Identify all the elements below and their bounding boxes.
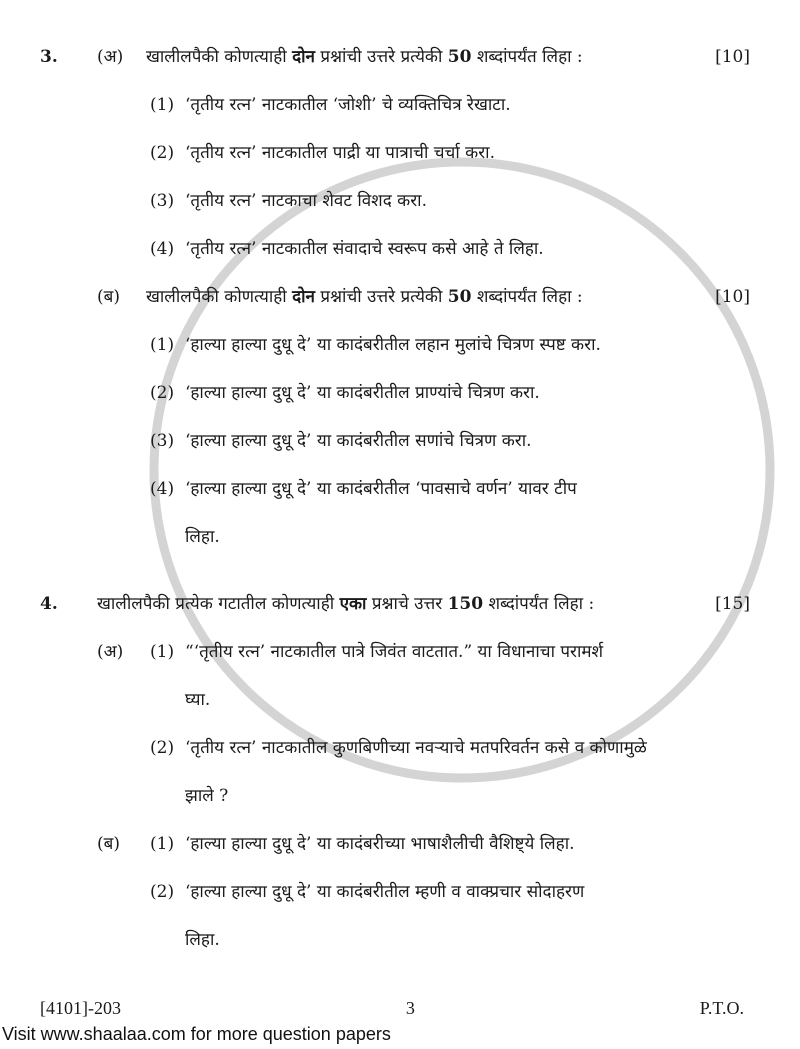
question-item: ‘तृतीय रत्न’ नाटकातील पाद्री या पात्राची चर्चा करा.: [185, 143, 495, 163]
instruction-bold: 150: [447, 594, 484, 614]
item-label: (2): [150, 143, 175, 163]
item-label: (2): [150, 882, 175, 902]
page-number: 3: [405, 998, 415, 1018]
question-item: “‘तृतीय रत्न’ नाटकातील पात्रे जिवंत वाटतात.” या विधानाचा परामर्श: [185, 642, 604, 662]
instruction-text: खालीलपैकी प्रत्येक गटातील कोणत्याही: [97, 594, 335, 614]
question-item: ‘तृतीय रत्न’ नाटकातील ‘जोशी’ चे व्यक्तिचित्र रेखाटा.: [185, 95, 511, 115]
instruction-bold: दोन: [292, 47, 315, 67]
question-item-row: [40, 478, 750, 500]
marks: [15]: [715, 594, 750, 614]
question-item: ‘हाल्या हाल्या दुधू दे’ या कादंबरीतील प्राण्यांचे चित्रण करा.: [185, 383, 540, 403]
question-item-row: [40, 142, 750, 164]
question-item: ‘हाल्या हाल्या दुधू दे’ या कादंबरीतील ‘पावसाचे वर्णन’ यावर टीप: [185, 479, 577, 499]
item-label: (2): [150, 383, 175, 403]
question-item-row: [40, 94, 750, 116]
question-item-continuation-row: [40, 526, 750, 548]
question-item-row: [40, 382, 750, 404]
item-label: (4): [150, 479, 175, 499]
q4-instruction: [97, 593, 707, 615]
question-item-continuation: झाले ?: [185, 786, 229, 806]
question-item-continuation: लिहा.: [185, 930, 220, 950]
page-footer: [40, 997, 750, 1019]
question-item-continuation: घ्या.: [185, 690, 211, 710]
instruction-bold: 50: [447, 47, 472, 67]
question-item: ‘हाल्या हाल्या दुधू दे’ या कादंबरीतील म्हणी व वाक्प्रचार सोदाहरण: [185, 882, 585, 902]
q3a-instruction-row: [40, 46, 750, 68]
question-item-continuation-row: [40, 785, 750, 807]
section-label: (अ): [97, 47, 124, 67]
instruction-bold: एका: [339, 594, 367, 614]
question-item: ‘तृतीय रत्न’ नाटकातील संवादाचे स्वरूप कसे आहे ते लिहा.: [185, 239, 544, 259]
item-label: (1): [150, 834, 175, 854]
question-item-continuation-row: [40, 689, 750, 711]
question-item-row: [40, 833, 750, 855]
instruction-text: शब्दांपर्यंत लिहा :: [488, 594, 595, 614]
instruction-text: प्रश्नाचे उत्तर: [371, 594, 443, 614]
instruction-text: खालीलपैकी कोणत्याही: [146, 287, 287, 307]
question-item: ‘तृतीय रत्न’ नाटकातील कुणबिणीच्या नवऱ्याचे मतपरिवर्तन कसे व कोणामुळे: [185, 738, 647, 758]
question-number: 4.: [40, 594, 58, 614]
question-item: ‘हाल्या हाल्या दुधू दे’ या कादंबरीतील सणांचे चित्रण करा.: [185, 431, 532, 451]
question-item-row: [40, 737, 750, 759]
item-label: (1): [150, 642, 175, 662]
question-item-row: [40, 238, 750, 260]
marks: [10]: [715, 287, 750, 307]
item-label: (2): [150, 738, 175, 758]
q4-instruction-row: [40, 593, 750, 615]
question-item: ‘हाल्या हाल्या दुधू दे’ या कादंबरीच्या भाषाशैलीची वैशिष्ट्ये लिहा.: [185, 834, 575, 854]
item-label: (3): [150, 431, 175, 451]
q3b-instruction-row: [40, 286, 750, 308]
marks: [10]: [715, 47, 750, 67]
item-label: (1): [150, 95, 175, 115]
instruction-bold: 50: [447, 287, 472, 307]
question-item-continuation: लिहा.: [185, 527, 220, 547]
item-label: (4): [150, 239, 175, 259]
question-item-continuation-row: [40, 929, 750, 951]
question-item-row: [40, 334, 750, 356]
pto-note: P.T.O.: [699, 998, 744, 1018]
instruction-text: शब्दांपर्यंत लिहा :: [476, 287, 583, 307]
item-label: (3): [150, 191, 175, 211]
instruction-text: प्रश्नांची उत्तरे प्रत्येकी: [320, 47, 443, 67]
paper-code: [4101]-203: [40, 998, 121, 1018]
q3b-instruction: [146, 286, 707, 308]
instruction-bold: दोन: [292, 287, 315, 307]
q3a-instruction: [146, 46, 707, 68]
question-item-row: [40, 190, 750, 212]
question-number: 3.: [40, 47, 58, 67]
section-label: (ब): [97, 834, 120, 854]
instruction-text: शब्दांपर्यंत लिहा :: [476, 47, 583, 67]
section-label: (ब): [97, 287, 120, 307]
visit-site-note: Visit www.shaalaa.com for more question papers: [2, 1024, 391, 1044]
question-item-row: [40, 430, 750, 452]
question-item-row: [40, 641, 750, 663]
section-label: (अ): [97, 642, 124, 662]
instruction-text: प्रश्नांची उत्तरे प्रत्येकी: [320, 287, 443, 307]
question-item: ‘हाल्या हाल्या दुधू दे’ या कादंबरीतील लहान मुलांचे चित्रण स्पष्ट करा.: [185, 335, 601, 355]
item-label: (1): [150, 335, 175, 355]
instruction-text: खालीलपैकी कोणत्याही: [146, 47, 287, 67]
question-item-row: [40, 881, 750, 903]
question-item: ‘तृतीय रत्न’ नाटकाचा शेवट विशद करा.: [185, 191, 427, 211]
